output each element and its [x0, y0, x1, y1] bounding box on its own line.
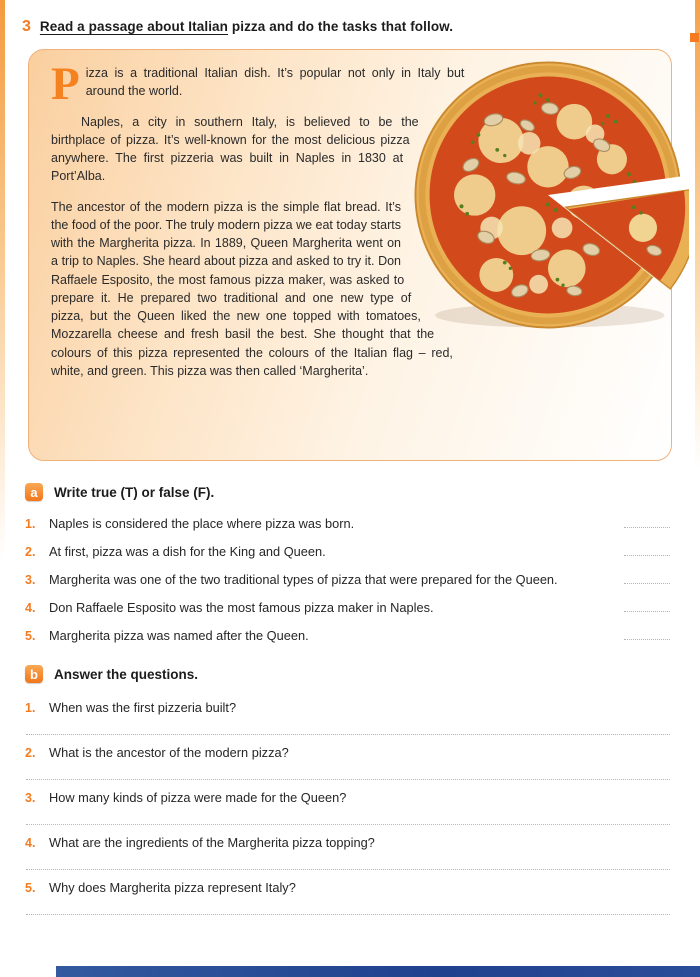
answer-slot: [624, 572, 670, 584]
item-number: 3.: [25, 573, 36, 587]
question-number: 2.: [25, 746, 36, 760]
task-a-badge: a: [25, 483, 43, 501]
item-text: Don Raffaele Esposito was the most famous pizza maker in Naples.: [49, 600, 434, 615]
exercise-heading: [0, 0, 700, 36]
task-a-title: Write true (T) or false (F).: [54, 484, 215, 500]
page-edge-right: [695, 0, 700, 470]
reading-passage-box: [28, 49, 672, 461]
passage-paragraph-3: The ancestor of the modern pizza is the simple flat bread. It’s the food of the poor. The truly modern pizza we eat today starts with the Margherita pizza. In 1889, Queen Margherita went on a trip to Naples. She heard about pizza and asked to try it. Don Raffaele Esposito, the most famous pizza maker, was asked to prepare it. He prepared two traditional and one new type of pizza, but the Queen liked the new one topped with tomatoes, Mozzarella cheese and fresh basil the best. She thought that the colours of this pizza represented the colours of the Italian flag – red, white, and green. This pizza was then called ‘Margherita’.: [51, 199, 453, 378]
passage-paragraph-2: Naples, a city in southern Italy, is believed to be the birthplace of pizza. It’s well-known for the most delicious pizza anywhere. The first pizzeria was built in Naples in 1830 at Port’Alba.: [51, 114, 419, 184]
answer-slot: [624, 544, 670, 556]
question-item: [25, 745, 670, 780]
item-number: 2.: [25, 545, 36, 559]
item-text: Margherita was one of the two traditional types of pizza that were prepared for the Queen.: [49, 572, 558, 587]
question-text: When was the first pizzeria built?: [49, 700, 237, 715]
answer-line: [26, 760, 670, 780]
exercise-instruction: [40, 19, 453, 34]
item-text: Naples is considered the place where pizza was born.: [49, 516, 355, 531]
answer-line: [26, 850, 670, 870]
item-number: 1.: [25, 517, 36, 531]
question-item: [25, 835, 670, 870]
question-item: [25, 880, 670, 915]
pizza-image: [407, 54, 689, 336]
item-number: 5.: [25, 629, 36, 643]
task-b-header: [25, 665, 670, 683]
true-false-item: [25, 572, 670, 587]
question-text: How many kinds of pizza were made for the Queen?: [49, 790, 347, 805]
page-edge-mark: [690, 33, 699, 42]
exercise-number: 3: [22, 18, 31, 35]
question-number: 3.: [25, 791, 36, 805]
item-text: At first, pizza was a dish for the King and Queen.: [49, 544, 326, 559]
question-text: What is the ancestor of the modern pizza?: [49, 745, 289, 760]
page-bottom-edge: [56, 966, 700, 977]
answer-line: [26, 805, 670, 825]
question-number: 5.: [25, 881, 36, 895]
true-false-item: [25, 628, 670, 643]
task-b-badge: b: [25, 665, 43, 683]
answer-line: [26, 895, 670, 915]
question-text: Why does Margherita pizza represent Italy?: [49, 880, 296, 895]
answer-slot: [624, 600, 670, 612]
instruction-rest: pizza and do the tasks that follow.: [228, 19, 454, 34]
question-text: What are the ingredients of the Margherita pizza topping?: [49, 835, 375, 850]
dropcap-letter: P: [51, 58, 80, 110]
page-edge-left: [0, 0, 5, 560]
true-false-item: [25, 600, 670, 615]
answer-slot: [624, 516, 670, 528]
question-number: 1.: [25, 701, 36, 715]
question-item: [25, 700, 670, 735]
paragraph-1-text: izza is a traditional Italian dish. It’s popular not only in Italy but around the world.: [85, 66, 465, 99]
task-a-header: [25, 483, 670, 501]
true-false-list: [25, 516, 670, 643]
item-number: 4.: [25, 601, 36, 615]
question-number: 4.: [25, 836, 36, 850]
question-item: [25, 790, 670, 825]
true-false-item: [25, 516, 670, 531]
answer-slot: [624, 628, 670, 640]
task-b-title: Answer the questions.: [54, 666, 199, 682]
item-text: Margherita pizza was named after the Queen.: [49, 628, 309, 643]
instruction-underlined: Read a passage about Italian: [39, 19, 229, 34]
true-false-item: [25, 544, 670, 559]
question-list: [25, 700, 670, 915]
answer-line: [26, 715, 670, 735]
